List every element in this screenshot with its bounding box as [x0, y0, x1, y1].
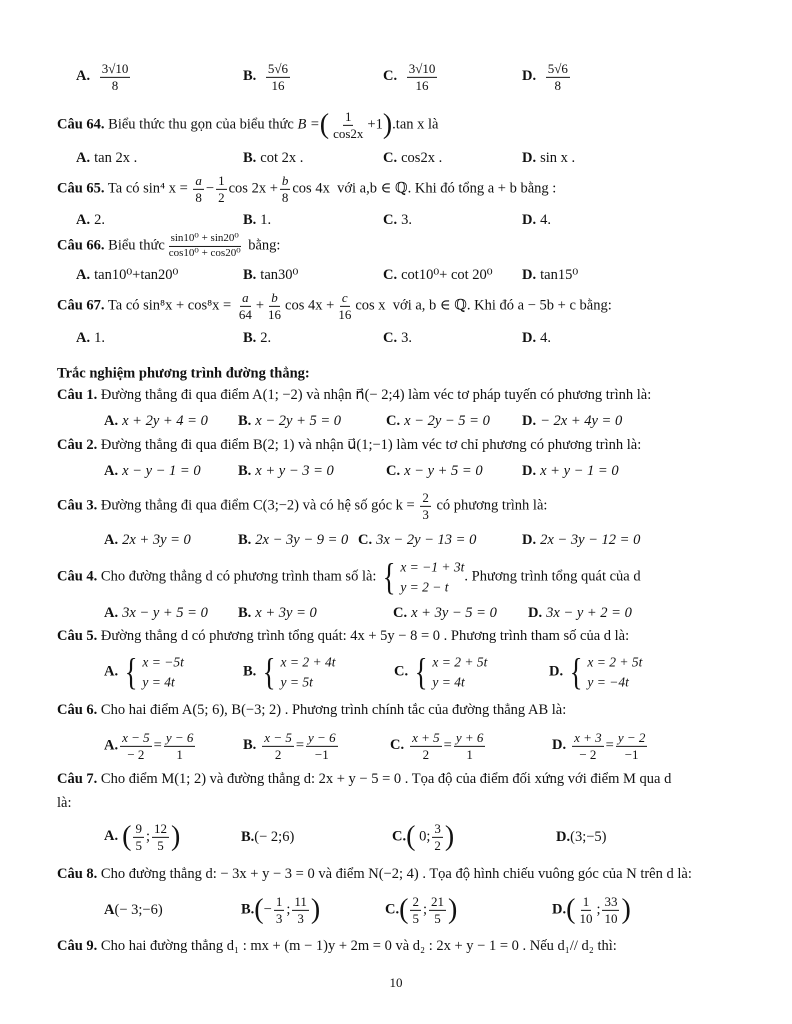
q67-option-b: B. 2.	[243, 329, 272, 346]
c5-option-b: B. { x = 2 + 4t y = 5t	[243, 651, 336, 693]
question-65: Câu 65. Ta có sin⁴ x = $\frac{a}{8}$ − $\frac{1}{2}$ cos 2x + $\frac{b}{8}$ cos 4x với a,b ∈ ℚ. Khi đó tổng a + b bằng :	[57, 172, 557, 205]
c4-option-c: C. x + 3y − 5 = 0	[393, 604, 497, 621]
question-3: Câu 3. Đường thẳng đi qua điểm C(3;−2) và có hệ số góc k = $\frac{2}{3}$ có phương trình là:	[57, 489, 548, 522]
question-6: Câu 6. Cho hai điểm A(5; 6), B(−3; 2) . Phương trình chính tắc của đường thẳng AB là:	[57, 701, 567, 718]
c7-option-c: C.( 0; $\frac{3}{2}$ )	[392, 820, 455, 853]
question-9: Câu 9. Cho hai đường thẳng d₁ : mx + (m − 1)y + 2m = 0 và d₂ : 2x + y − 1 = 0 . Nếu d₁// d₂ thì:	[57, 937, 617, 954]
c2-option-c: C. x − y + 5 = 0	[386, 462, 483, 479]
c1-option-d: D. − 2x + 4y = 0	[522, 412, 623, 429]
q65-option-b: B. 1.	[243, 211, 272, 228]
c1-option-b: B. x − 2y + 5 = 0	[238, 412, 342, 429]
question-2: Câu 2. Đường thẳng đi qua điểm B(2; 1) và nhận u⃗(1;−1) làm véc tơ chỉ phương có phương trình là:	[57, 436, 642, 453]
question-7: Câu 7. Cho điểm M(1; 2) và đường thẳng d: 2x + y − 5 = 0 . Tọa độ của điểm đối xứng với điểm M qua d	[57, 770, 672, 787]
question-64: Câu 64. Biểu thức thu gọn của biểu thức B =( $\frac{1}{\cos 2x}$ +1).tan x là	[57, 108, 439, 141]
q67-option-c: C. 3.	[383, 329, 412, 346]
c7-option-a: A. ( $\frac{9}{5}$ ; $\frac{12}{5}$ )	[104, 820, 181, 853]
question-1: Câu 1. Đường thẳng đi qua điểm A(1; −2) và nhận n⃗(− 2;4) làm véc tơ pháp tuyến có phương trình là:	[57, 386, 652, 403]
q65-option-c: C. 3.	[383, 211, 412, 228]
c7-option-b: B.(− 2;6)	[241, 828, 295, 845]
question-5: Câu 5. Đường thẳng d có phương trình tổng quát: 4x + 5y − 8 = 0 . Phương trình tham số của d là:	[57, 627, 630, 644]
q66-option-b: B. tan30⁰	[243, 266, 299, 283]
q63-option-a: A. $\frac{3√10}{8}$	[76, 60, 129, 93]
c2-option-d: D. x + y − 1 = 0	[522, 462, 619, 479]
c4-option-d: D. 3x − y + 2 = 0	[528, 604, 632, 621]
q63-option-c: C. $\frac{3√10}{16}$	[383, 60, 436, 93]
c4-option-a: A. 3x − y + 5 = 0	[104, 604, 208, 621]
c2-option-b: B. x + y − 3 = 0	[238, 462, 334, 479]
q66-option-c: C. cot10⁰+ cot 20⁰	[383, 266, 493, 283]
c6-option-b: B. $\frac{x - 5}{2}$ = $\frac{y - 6}{-1}$	[243, 729, 336, 762]
q65-option-a: A. 2.	[76, 211, 105, 228]
c7-option-d: D.(3;−5)	[556, 828, 607, 845]
c5-option-a: A. { x = −5t y = 4t	[104, 651, 184, 693]
question-4: Câu 4. Cho đường thẳng d có phương trình tham số là: { x = −1 + 3t y = 2 − t . Phương trình tổng quát của d	[57, 556, 641, 598]
c1-option-a: A. x + 2y + 4 = 0	[104, 412, 208, 429]
page-number: 10	[389, 975, 403, 990]
c6-option-d: D. $\frac{x + 3}{- 2}$ = $\frac{y - 2}{-1}$	[552, 729, 646, 762]
c8-option-c: C.( $\frac{2}{5}$ ; $\frac{21}{5}$ )	[385, 893, 458, 926]
c3-option-c: C. 3x − 2y − 13 = 0	[358, 531, 477, 548]
q66-option-a: A. tan10⁰+tan20⁰	[76, 266, 179, 283]
c5-option-c: C. { x = 2 + 5t y = 4t	[394, 651, 488, 693]
c8-option-d: D.( $\frac{1}{10}$ ; $\frac{33}{10}$ )	[552, 893, 631, 926]
q64-option-b: B. cot 2x .	[243, 149, 304, 166]
c5-option-d: D. { x = 2 + 5t y = −4t	[549, 651, 643, 693]
section-heading: Trắc nghiệm phương trình đường thẳng:	[57, 365, 310, 382]
q67-option-a: A. 1.	[76, 329, 105, 346]
c2-option-a: A. x − y − 1 = 0	[104, 462, 201, 479]
c8-option-a: A(− 3;−6)	[104, 901, 163, 918]
c6-option-a: A. $\frac{x - 5}{- 2}$ = $\frac{y - 6}{1}$	[104, 729, 194, 762]
c4-option-b: B. x + 3y = 0	[238, 604, 317, 621]
question-8: Câu 8. Cho đường thẳng d: − 3x + y − 3 = 0 và điểm N(−2; 4) . Tọa độ hình chiếu vuông góc của N trên d là:	[57, 865, 692, 882]
c3-option-b: B. 2x − 3y − 9 = 0	[238, 531, 349, 548]
question-7-continued: là:	[57, 794, 72, 811]
c3-option-d: D. 2x − 3y − 12 = 0	[522, 531, 641, 548]
q67-option-d: D. 4.	[522, 329, 551, 346]
question-66: Câu 66. Biểu thức $\frac{\text{sin10⁰ + sin20⁰}}{\text{cos10⁰ + cos20⁰}}$ bằng:	[57, 231, 281, 259]
q66-option-d: D. tan15⁰	[522, 266, 579, 283]
q65-option-d: D. 4.	[522, 211, 551, 228]
q63-option-b: B. $\frac{5√6}{16}$	[243, 60, 289, 93]
q63-option-d: D. $\frac{5√6}{8}$	[522, 60, 568, 93]
c1-option-c: C. x − 2y − 5 = 0	[386, 412, 490, 429]
q64-option-d: D. sin x .	[522, 149, 576, 166]
q64-option-c: C. cos2x .	[383, 149, 443, 166]
c3-option-a: A. 2x + 3y = 0	[104, 531, 191, 548]
c6-option-c: C. $\frac{x + 5}{2}$ = $\frac{y + 6}{1}$	[390, 729, 484, 762]
q64-option-a: A. tan 2x .	[76, 149, 138, 166]
question-67: Câu 67. Ta có sin⁸x + cos⁸x = $\frac{a}{64}$ + $\frac{b}{16}$ cos 4x + $\frac{c}{16}$ cos x với a, b ∈ ℚ. Khi đó a − 5b + c bằng:	[57, 289, 612, 322]
c8-option-b: B.(− $\frac{1}{3}$ ; $\frac{11}{3}$ )	[241, 893, 321, 926]
